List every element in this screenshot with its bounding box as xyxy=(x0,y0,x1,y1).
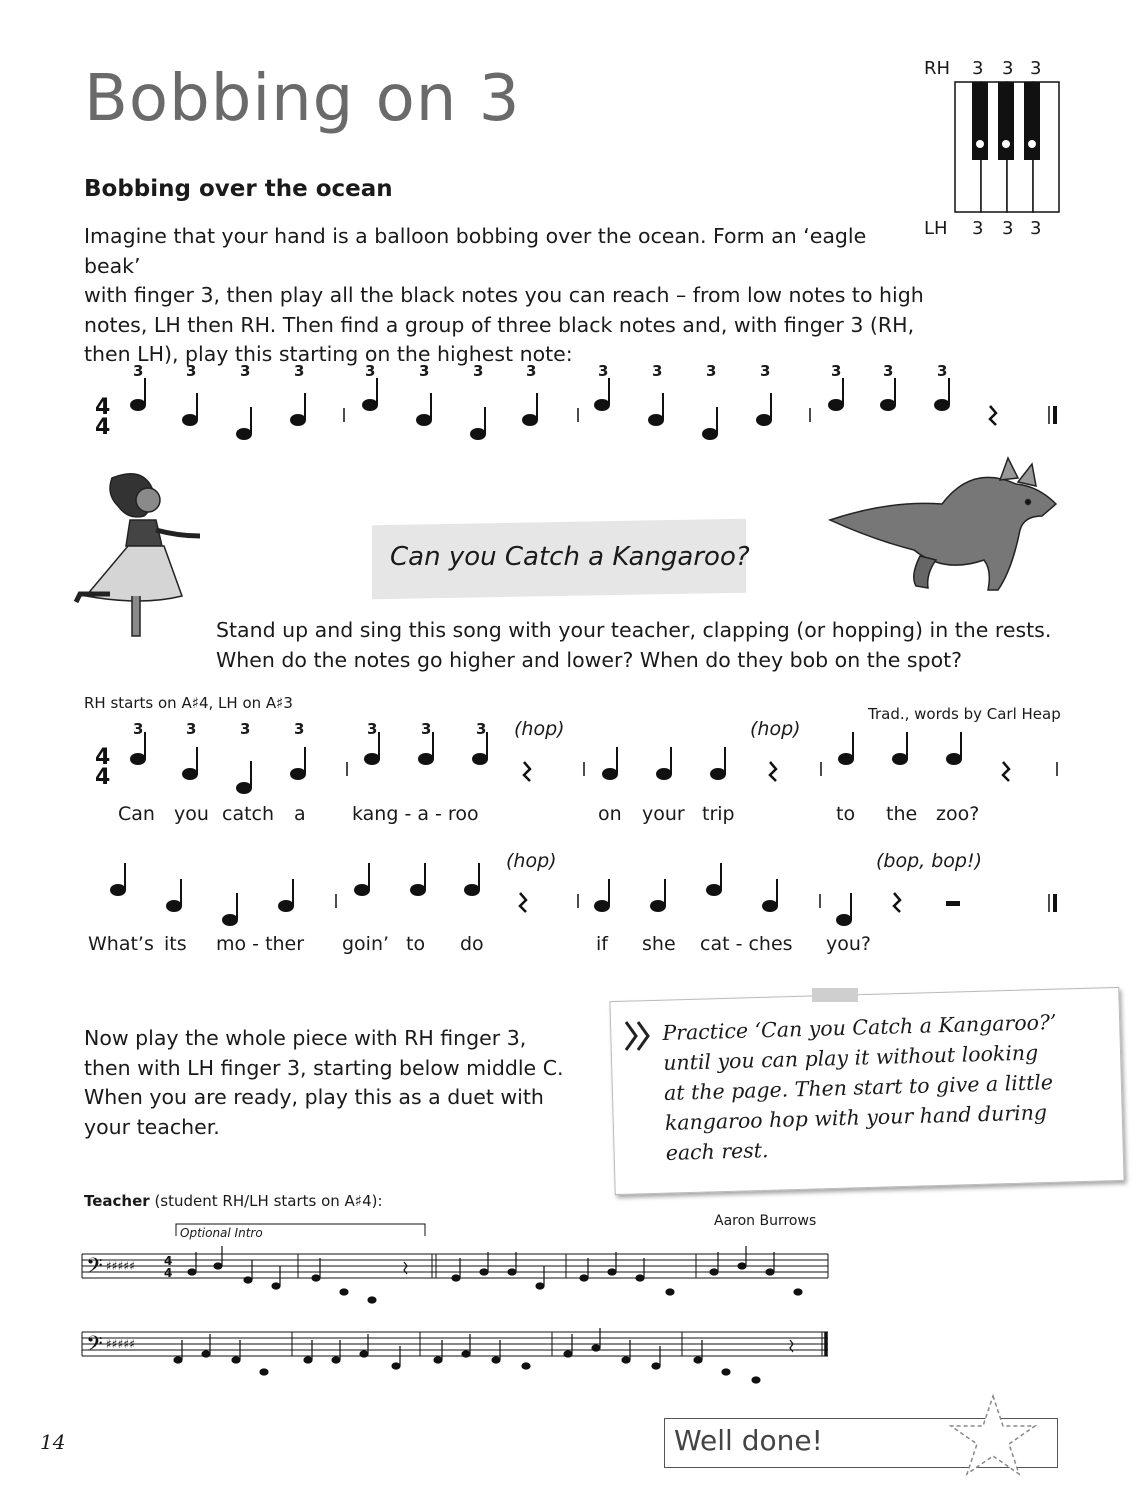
finger-number: 3 xyxy=(240,362,251,380)
lyric: goin’ xyxy=(342,933,390,955)
finger-number: 3 xyxy=(760,362,771,380)
lyric: she xyxy=(642,933,676,955)
lyric: cat - ches xyxy=(700,933,793,955)
time-sig-top: 4 xyxy=(95,395,111,420)
lyric: do xyxy=(460,933,484,955)
finger-number: 3 xyxy=(526,362,537,380)
song-credit: Trad., words by Carl Heap xyxy=(868,705,1061,723)
finger-number: 3 xyxy=(473,362,484,380)
finger-number: 3 xyxy=(367,720,378,738)
section-heading: Bobbing over the ocean xyxy=(84,176,393,202)
svg-text:𝄢: 𝄢 xyxy=(86,1254,103,1284)
lyric: mo - ther xyxy=(216,933,305,955)
lyric: its xyxy=(164,933,187,955)
bop-label: (bop, bop!) xyxy=(876,850,983,872)
hop-label: (hop) xyxy=(506,850,557,872)
finger-number: 3 xyxy=(294,362,305,380)
lh-finger-2: 3 xyxy=(1002,218,1014,239)
section1-line: notes, LH then RH. Then find a group of three black notes and, with finger 3 (RH, xyxy=(84,312,915,337)
lyric: kang - a - roo xyxy=(352,803,479,825)
lyric: if xyxy=(596,933,608,955)
lyric: your xyxy=(642,803,685,825)
svg-text:4: 4 xyxy=(95,745,111,770)
hop-label: (hop) xyxy=(750,718,801,740)
start-note: RH starts on A♯4, LH on A♯3 xyxy=(84,694,293,712)
lyric: to xyxy=(406,933,426,955)
finger-number: 3 xyxy=(365,362,376,380)
finger-number: 3 xyxy=(652,362,663,380)
time-sig-bottom: 4 xyxy=(95,415,111,440)
teacher-label-bold: Teacher xyxy=(84,1192,150,1210)
lyric: What’s xyxy=(88,933,154,955)
teacher-label-rest: (student RH/LH starts on A♯4): xyxy=(149,1192,383,1210)
finger-number: 3 xyxy=(294,720,305,738)
finger-number: 3 xyxy=(186,720,197,738)
tip-line: until you can play it without looking xyxy=(662,1040,1039,1075)
lyric: on xyxy=(598,803,622,825)
section2-line: Now play the whole piece with RH finger 3, xyxy=(84,1026,527,1050)
finger-number: 3 xyxy=(186,362,197,380)
composer: Aaron Burrows xyxy=(714,1213,817,1229)
lyric: a xyxy=(294,803,306,825)
finger-number: 3 xyxy=(133,720,144,738)
tip-line: Practice ‘Can you Catch a Kangaroo?’ xyxy=(662,1009,1057,1045)
svg-text:4: 4 xyxy=(164,1254,173,1268)
page-number: 14 xyxy=(40,1430,66,1454)
optional-intro-label: Optional Intro xyxy=(180,1226,263,1240)
finger-number: 3 xyxy=(476,720,487,738)
hop-label: (hop) xyxy=(514,718,565,740)
svg-text:4: 4 xyxy=(164,1266,173,1280)
tip-line: each rest. xyxy=(665,1138,769,1165)
lh-finger-3: 3 xyxy=(1030,218,1042,239)
lyric: you? xyxy=(826,933,871,955)
lyric: zoo? xyxy=(936,803,980,825)
section1-line: with finger 3, then play all the black notes you can reach – from low notes to high xyxy=(84,283,924,307)
finger-number: 3 xyxy=(240,720,251,738)
finger-number: 3 xyxy=(598,362,609,380)
tip-line: kangaroo hop with your hand during xyxy=(664,1100,1048,1135)
lh-finger-1: 3 xyxy=(972,218,984,239)
song-title: Can you Catch a Kangaroo? xyxy=(390,542,750,572)
section2-line: your teacher. xyxy=(84,1114,220,1139)
lyric: trip xyxy=(702,803,735,825)
finger-number: 3 xyxy=(421,720,432,738)
finger-number: 3 xyxy=(133,362,144,380)
section1-line: Imagine that your hand is a balloon bobbing over the ocean. Form an ‘eagle beak’ xyxy=(84,224,867,278)
rh-finger-2: 3 xyxy=(1002,58,1014,79)
finger-number: 3 xyxy=(883,362,894,380)
lyric: Can xyxy=(118,803,155,825)
well-done-text: Well done! xyxy=(674,1424,823,1457)
svg-text:𝄢: 𝄢 xyxy=(86,1332,103,1362)
finger-number: 3 xyxy=(937,362,948,380)
instruction-line: When do the notes go higher and lower? When do they bob on the spot? xyxy=(216,647,963,672)
lyric: catch xyxy=(222,803,275,825)
section2-line: When you are ready, play this as a duet with xyxy=(84,1085,544,1109)
tip-line: at the page. Then start to give a little xyxy=(663,1070,1054,1105)
lyric: the xyxy=(886,803,918,825)
instruction-line: Stand up and sing this song with your teacher, clapping (or hopping) in the rests. xyxy=(216,618,1052,642)
section2-line: then with LH finger 3, starting below middle C. xyxy=(84,1055,564,1080)
finger-number: 3 xyxy=(706,362,717,380)
finger-number: 3 xyxy=(831,362,842,380)
lyric: to xyxy=(836,803,856,825)
page-title: Bobbing on 3 xyxy=(84,62,521,136)
rh-finger-1: 3 xyxy=(972,58,984,79)
lyric: you xyxy=(174,803,209,825)
svg-text:4: 4 xyxy=(95,765,111,790)
section1-line: then LH), play this starting on the highest note: xyxy=(84,342,573,366)
finger-number: 3 xyxy=(419,362,430,380)
svg-text:♯♯♯♯♯: ♯♯♯♯♯ xyxy=(106,1337,136,1351)
rh-label: RH xyxy=(924,58,951,79)
svg-text:♯♯♯♯♯: ♯♯♯♯♯ xyxy=(106,1259,136,1273)
lh-label: LH xyxy=(924,218,948,239)
rh-finger-3: 3 xyxy=(1030,58,1042,79)
